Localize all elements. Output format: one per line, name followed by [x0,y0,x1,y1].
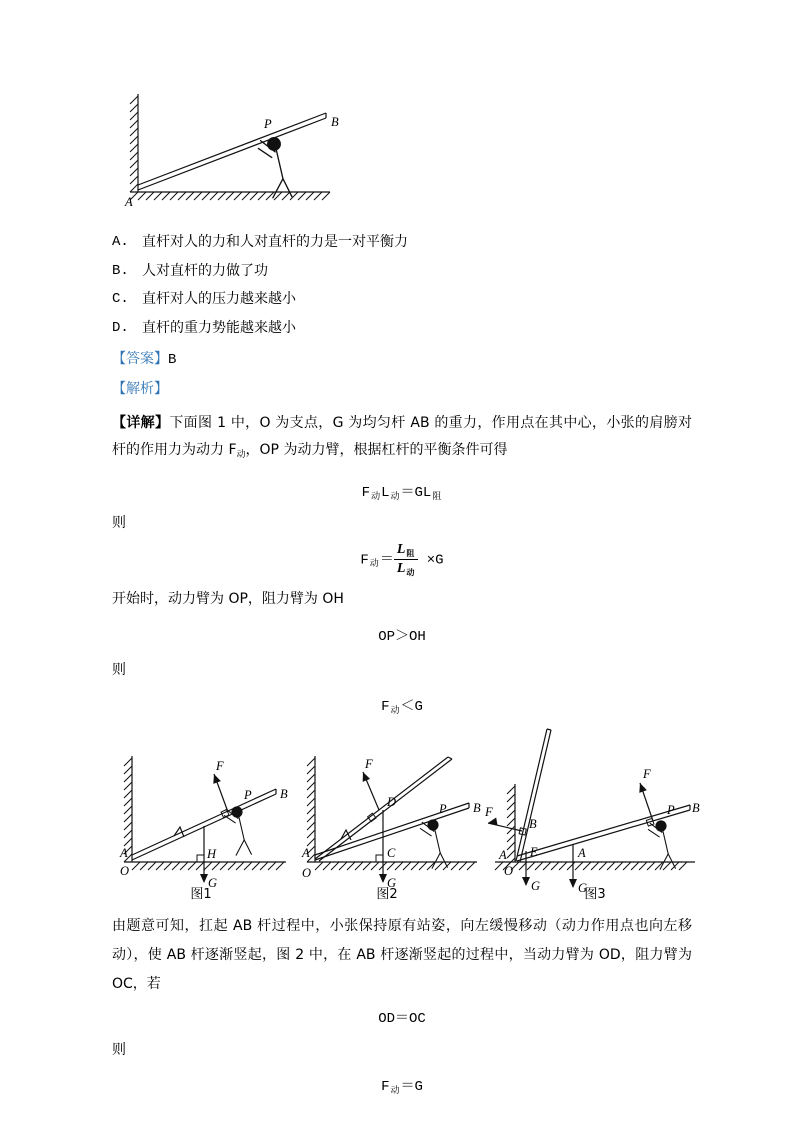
formula-f-equals-g: $F_动=G$ [381,1079,423,1097]
option-b-text: 人对直杆的力做了功 [142,262,268,279]
label-B1: B [529,817,537,832]
label-B: B [280,787,288,802]
label-P: P [667,803,675,818]
figure-top-rod-person [112,88,352,212]
figure-2 [291,726,483,902]
label-C: C [387,846,396,861]
label-A1: A [499,848,507,863]
caption-fig1: 图1 [190,887,212,903]
option-b-key: B. [112,262,129,279]
option-c-key: C. [112,291,129,307]
gravity-g-arrowhead [200,874,208,883]
label-F1: F [485,805,493,820]
option-b [112,257,692,286]
caption-fig2: 图2 [376,887,398,903]
wall-hatching [130,96,138,200]
gravity-g2-arrowhead [569,879,577,888]
relation-od-oc: OD＝OC [378,1011,426,1028]
label-A: A [125,195,133,209]
option-c [112,285,692,314]
right-angle-mark-h [197,855,204,862]
force-f-arrowhead [359,771,370,782]
rod-AB [138,113,326,190]
ground-hatching [138,192,330,200]
options-list [112,228,692,342]
right-angle-mark-c [376,855,383,862]
label-G1: G [531,879,541,894]
person-figure [258,137,292,198]
label-B: B [331,115,339,129]
option-d-text: 直杆的重力势能越来越小 [142,319,296,336]
formula-f1-restSub: 阻 [432,492,442,502]
then-word-1: 则 [112,515,126,531]
fraction-numerator: $L_阻$ [394,542,419,560]
label-H: H [207,847,217,862]
force-f2-arrowhead [636,782,647,793]
formula-f2-times-g: ×G [426,552,444,569]
ground-hatching [495,862,687,870]
formula-f2-eq: ＝ [379,552,394,569]
figure-3 [483,726,700,902]
gravity-g-arrowhead [379,874,387,883]
analysis-label: 【解析】 [112,381,168,397]
formula-f1-L: L [381,485,390,501]
force-f-arrowhead [210,773,221,784]
label-F: F [216,759,224,774]
formula-lever-balance [112,481,692,502]
ground-hatching [132,862,284,870]
option-c-text: 直杆对人的压力越来越小 [142,291,296,307]
option-a [112,228,692,257]
figure-1 [104,726,291,902]
analysis-line [112,377,692,401]
label-G: G [208,876,218,891]
label-F: F [365,757,373,772]
detail-text-post: ，OP 为动力臂，根据杠杆的平衡条件可得 [245,442,508,458]
fraction-denominator: $L_动$ [396,561,415,578]
answer-value: B [168,352,177,368]
then-word-2: 则 [112,662,126,679]
label-B2: B [692,801,700,816]
formula-f1-Fsub: 动 [371,492,381,502]
formula-f2-F: F [360,552,369,569]
label-E: E [530,845,538,860]
label-G2: G [578,881,588,896]
label-A: A [302,846,310,861]
fraction [394,542,419,577]
label-O: O [120,864,130,879]
label-P: P [439,802,447,817]
label-A: A [120,846,128,861]
rod-inclined [517,805,690,861]
label-G: G [387,876,397,891]
formula-f1-F: F [361,485,371,501]
label-O: O [302,866,312,881]
person-figure [420,820,447,869]
relation-op-oh: OP＞OH [378,629,426,646]
rod-vertical [516,729,551,862]
document-content [112,88,700,1097]
label-A2: A [578,846,586,861]
detail-paragraph [112,410,692,469]
option-d [112,314,692,343]
formula-f-less-g: $F_动<G$ [381,699,423,717]
formula-f2-Fsub: 动 [369,559,379,570]
label-B: B [473,801,481,816]
detail-text-pre: 下面图 1 中，O 为支点，G 为均匀杆 AB 的重力，作用点在其中心，小张的肩膀对杆的作用力为动力 F [112,415,692,458]
label-O: O [504,864,514,879]
label-P: P [264,117,272,131]
detail-label: 【详解】 [112,415,170,431]
option-d-key: D. [112,319,129,336]
gravity-g1-arrowhead [522,877,530,886]
option-a-key: A. [112,234,129,250]
option-a-text: 直杆对人的力和人对直杆的力是一对平衡力 [142,234,408,250]
formula-f1-rest: ＝GL [400,485,432,501]
formula-f1-Lsub: 动 [390,492,400,502]
paragraph-kaishi: 开始时，动力臂为 OP，阻力臂为 OH [112,591,344,608]
formula-f-equals-fraction [112,542,692,577]
label-D: D [387,795,397,810]
label-F2: F [643,767,651,782]
answer-line [112,347,692,372]
figures-row [104,726,700,903]
then-word-3: 则 [112,1042,126,1059]
ground-hatching [315,862,475,870]
paragraph-conclusion: 由题意可知，扛起 AB 杆过程中，小张保持原有站姿，向左缓慢移动（动力作用点也向左移动），使 AB 杆逐渐竖起，图 2 中，在 AB 杆逐渐竖起的过程中，当动力臂为 OD，阻力臂为 OC，若 [112,918,692,993]
label-P: P [244,788,252,803]
detail-text-sub: 动 [236,450,246,460]
answer-label: 【答案】 [112,351,168,367]
wall-hatching [507,786,515,866]
caption-fig3: 图3 [584,887,606,903]
